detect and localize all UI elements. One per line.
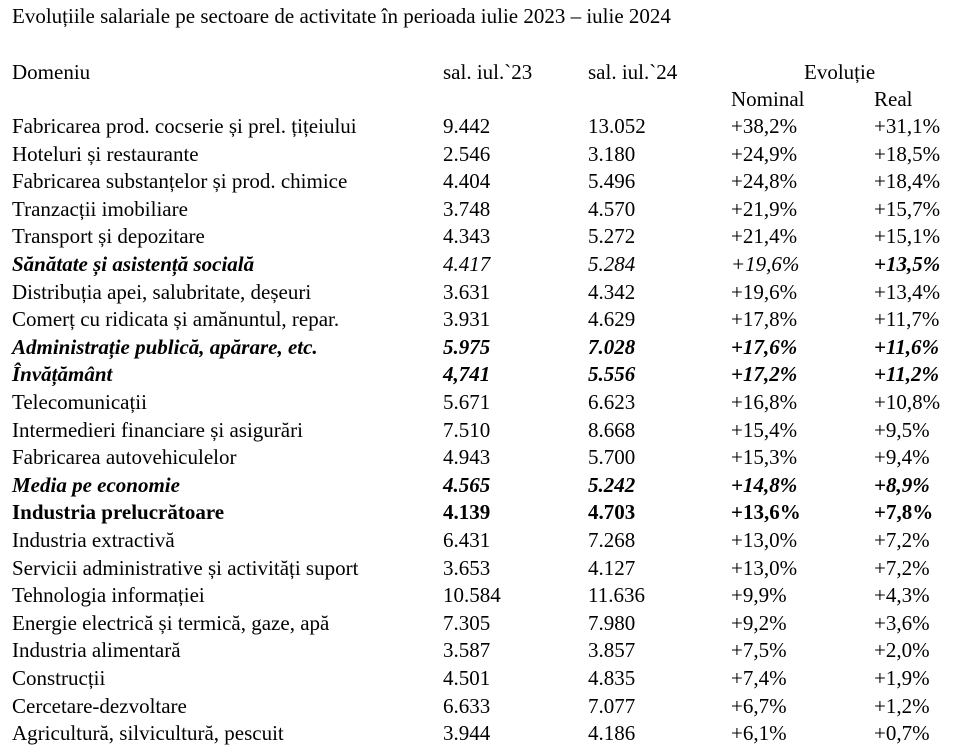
cell-sal-2023: 4.404 <box>443 169 491 194</box>
cell-real: +15,7% <box>874 196 941 221</box>
table-row <box>0 196 962 224</box>
cell-sal-2024: 3.180 <box>588 141 636 166</box>
cell-sal-2024: 4.703 <box>588 500 636 525</box>
cell-real: +18,5% <box>874 141 941 166</box>
cell-nominal: +17,6% <box>731 334 798 359</box>
cell-sal-2024: 5.496 <box>588 169 636 194</box>
cell-sal-2023: 5.671 <box>443 390 491 414</box>
header-sal-2023: sal. iul.`23 <box>443 60 533 84</box>
cell-nominal: +7,5% <box>731 638 787 663</box>
cell-sal-2024: 5.700 <box>588 445 636 470</box>
table-row <box>0 555 962 583</box>
cell-real: +7,8% <box>874 500 934 525</box>
cell-sal-2023: 3.631 <box>443 279 491 304</box>
cell-nominal: +17,8% <box>731 307 798 332</box>
cell-domain: Hoteluri și restaurante <box>12 141 199 166</box>
cell-real: +7,2% <box>874 555 930 580</box>
cell-real: +31,1% <box>874 114 941 138</box>
cell-real: +11,7% <box>874 307 940 332</box>
cell-domain: Comerț cu ridicata și amănuntul, repar. <box>12 307 340 332</box>
header-real: Real <box>874 87 913 111</box>
cell-sal-2024: 5.272 <box>588 224 636 249</box>
cell-sal-2024: 5.284 <box>588 252 636 276</box>
table-row <box>0 417 962 445</box>
table-row <box>0 582 962 610</box>
cell-nominal: +21,9% <box>731 196 798 221</box>
table-row <box>0 665 962 693</box>
cell-real: +11,6% <box>874 334 940 359</box>
cell-real: +11,2% <box>874 362 940 387</box>
cell-real: +18,4% <box>874 169 941 194</box>
table-row <box>0 637 962 665</box>
cell-sal-2023: 7.305 <box>443 610 491 635</box>
cell-nominal: +15,3% <box>731 445 798 470</box>
cell-real: +10,8% <box>874 390 941 414</box>
table-row <box>0 444 962 472</box>
cell-sal-2023: 7.510 <box>443 417 491 442</box>
cell-sal-2024: 5.242 <box>588 472 636 497</box>
cell-nominal: +24,9% <box>731 141 798 166</box>
cell-real: +2,0% <box>874 638 930 663</box>
cell-domain: Tehnologia informației <box>12 583 205 608</box>
header-domain: Domeniu <box>12 60 91 84</box>
cell-sal-2024: 4.835 <box>588 666 636 690</box>
cell-sal-2024: 7.077 <box>588 693 636 718</box>
cell-nominal: +6,1% <box>731 721 787 746</box>
cell-domain: Cercetare-dezvoltare <box>12 693 187 718</box>
cell-nominal: +7,4% <box>731 666 787 690</box>
cell-real: +8,9% <box>874 472 930 497</box>
cell-sal-2023: 4.565 <box>443 472 491 497</box>
table-row <box>0 499 962 527</box>
cell-sal-2024: 3.857 <box>588 638 636 663</box>
table-row <box>0 361 962 389</box>
cell-nominal: +13,0% <box>731 528 798 552</box>
cell-nominal: +6,7% <box>731 693 787 718</box>
cell-nominal: +38,2% <box>731 114 798 138</box>
cell-nominal: +17,2% <box>731 362 798 387</box>
cell-sal-2023: 3.931 <box>443 307 491 332</box>
table-row <box>0 168 962 196</box>
cell-nominal: +15,4% <box>731 417 798 442</box>
table-row <box>0 610 962 638</box>
cell-sal-2023: 2.546 <box>443 141 491 166</box>
cell-sal-2023: 4.417 <box>443 252 491 276</box>
header-evolution: Evoluție <box>804 60 876 84</box>
cell-sal-2024: 8.668 <box>588 417 636 442</box>
cell-sal-2023: 4.139 <box>443 500 491 525</box>
cell-domain: Industria prelucrătoare <box>12 500 225 525</box>
cell-real: +9,5% <box>874 417 930 442</box>
cell-domain: Transport și depozitare <box>12 224 205 249</box>
cell-sal-2023: 4.943 <box>443 445 491 470</box>
cell-domain: Sănătate și asistență socială <box>12 252 255 276</box>
cell-domain: Fabricarea prod. cocserie și prel. țițeiului <box>12 114 357 138</box>
cell-real: +4,3% <box>874 583 930 608</box>
cell-sal-2024: 4.570 <box>588 196 636 221</box>
cell-domain: Servicii administrative și activități suport <box>12 555 359 580</box>
page-title: Evoluțiile salariale pe sectoare de activitate în perioada iulie 2023 – iulie 2024 <box>12 4 671 28</box>
table-row <box>0 472 962 500</box>
table-row <box>0 720 962 748</box>
cell-sal-2023: 3.748 <box>443 196 491 221</box>
cell-domain: Construcții <box>12 666 106 690</box>
cell-nominal: +19,6% <box>731 252 800 276</box>
cell-nominal: +13,6% <box>731 500 801 525</box>
cell-sal-2024: 7.268 <box>588 528 636 552</box>
table-row <box>0 251 962 279</box>
header-sal-2024: sal. iul.`24 <box>588 60 678 84</box>
cell-sal-2023: 4.343 <box>443 224 491 249</box>
cell-nominal: +19,6% <box>731 279 798 304</box>
table-row <box>0 306 962 334</box>
cell-sal-2023: 4,741 <box>443 362 491 387</box>
cell-real: +0,7% <box>874 721 930 746</box>
table-row <box>0 334 962 362</box>
cell-nominal: +21,4% <box>731 224 798 249</box>
cell-domain: Agricultură, silvicultură, pescuit <box>12 721 284 746</box>
cell-domain: Fabricarea autovehiculelor <box>12 445 237 470</box>
cell-sal-2024: 13.052 <box>588 114 646 138</box>
cell-sal-2023: 9.442 <box>443 114 491 138</box>
table-row <box>0 141 962 169</box>
cell-domain: Administrație publică, apărare, etc. <box>12 334 318 359</box>
cell-domain: Media pe economie <box>12 472 180 497</box>
cell-real: +7,2% <box>874 528 930 552</box>
cell-domain: Tranzacții imobiliare <box>12 196 188 221</box>
cell-sal-2023: 5.975 <box>443 334 491 359</box>
cell-nominal: +9,9% <box>731 583 787 608</box>
cell-domain: Fabricarea substanțelor și prod. chimice <box>12 169 348 194</box>
cell-domain: Energie electrică și termică, gaze, apă <box>12 610 330 635</box>
cell-real: +3,6% <box>874 610 930 635</box>
cell-real: +13,5% <box>874 252 941 276</box>
cell-domain: Intermedieri financiare și asigurări <box>12 417 303 442</box>
cell-nominal: +14,8% <box>731 472 798 497</box>
cell-real: +9,4% <box>874 445 930 470</box>
cell-real: +13,4% <box>874 279 941 304</box>
cell-real: +1,9% <box>874 666 930 690</box>
cell-domain: Învățământ <box>12 362 113 387</box>
cell-nominal: +24,8% <box>731 169 798 194</box>
cell-sal-2023: 10.584 <box>443 583 501 608</box>
cell-domain: Industria alimentară <box>12 638 181 663</box>
header-nominal: Nominal <box>731 87 805 111</box>
cell-nominal: +13,0% <box>731 555 798 580</box>
cell-domain: Telecomunicații <box>12 390 147 414</box>
cell-sal-2024: 5.556 <box>588 362 636 387</box>
cell-nominal: +16,8% <box>731 390 798 414</box>
table-row <box>0 279 962 307</box>
cell-real: +1,2% <box>874 693 930 718</box>
cell-sal-2024: 4.629 <box>588 307 636 332</box>
cell-sal-2023: 6.633 <box>443 693 491 718</box>
cell-domain: Industria extractivă <box>12 528 175 552</box>
cell-nominal: +9,2% <box>731 610 787 635</box>
table-row <box>0 113 962 141</box>
cell-sal-2024: 6.623 <box>588 390 636 414</box>
cell-sal-2023: 4.501 <box>443 666 491 690</box>
table-row <box>0 389 962 417</box>
cell-sal-2024: 4.342 <box>588 279 636 304</box>
table-row <box>0 527 962 555</box>
cell-sal-2023: 3.944 <box>443 721 491 746</box>
cell-sal-2023: 3.653 <box>443 555 491 580</box>
cell-sal-2024: 7.980 <box>588 610 636 635</box>
cell-sal-2023: 6.431 <box>443 528 491 552</box>
table-row <box>0 223 962 251</box>
cell-sal-2024: 4.186 <box>588 721 636 746</box>
cell-sal-2024: 4.127 <box>588 555 636 580</box>
cell-sal-2024: 11.636 <box>588 583 645 608</box>
cell-domain: Distribuția apei, salubritate, deșeuri <box>12 279 312 304</box>
table-row <box>0 693 962 721</box>
cell-sal-2023: 3.587 <box>443 638 491 663</box>
cell-sal-2024: 7.028 <box>588 334 636 359</box>
cell-real: +15,1% <box>874 224 941 249</box>
